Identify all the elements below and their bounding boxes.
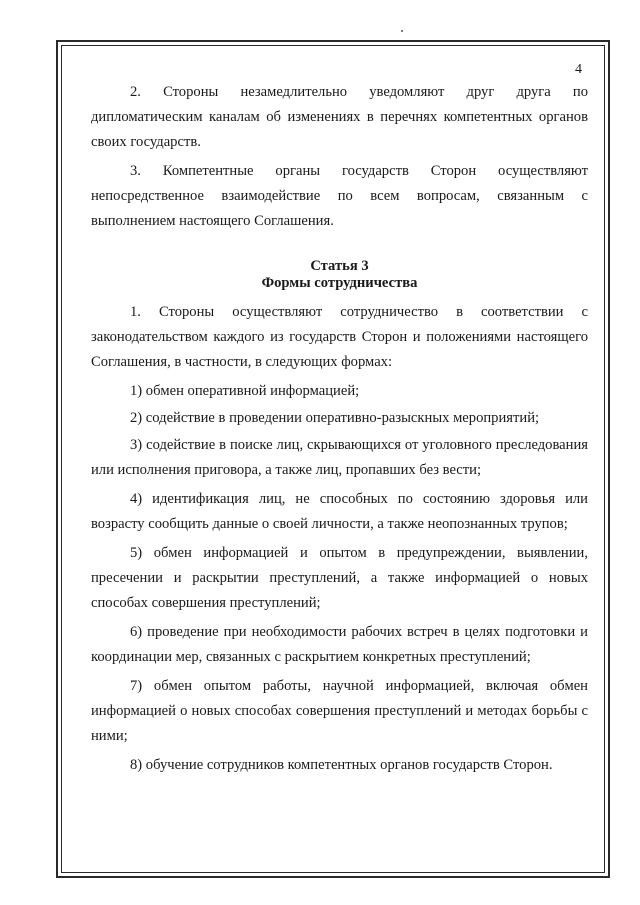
scan-speck [401, 30, 403, 32]
article-heading [91, 258, 588, 292]
list-item: 8) обучение сотрудников компетентных органов государств Сторон. [130, 757, 553, 773]
page-number: 4 [575, 62, 582, 77]
list-item: 6) проведение при необходимости рабочих встреч в целях подготовки и координации мер, связанных с раскрытием конкретных преступлений; [91, 624, 588, 665]
list-item: 3) содействие в поиске лиц, скрывающихся от уголовного преследования или исполнения приговора, а также лиц, пропавших без вести; [91, 437, 588, 478]
document-body [91, 80, 588, 782]
article-number: Статья 3 [310, 258, 369, 274]
list-item: 1) обмен оперативной информацией; [130, 383, 360, 399]
article-title: Формы сотрудничества [261, 275, 418, 291]
list-item: 2) содействие в проведении оперативно-разыскных мероприятий; [130, 410, 540, 426]
list-item: 4) идентификация лиц, не способных по состоянию здоровья или возрасту сообщить данные о своей личности, а также неопознанных трупов; [91, 491, 588, 532]
paragraph-3: 3. Компетентные органы государств Сторон осуществляют непосредственное взаимодействие по всем вопросам, связанным с выполнением настоящего Соглашения. [91, 163, 588, 229]
article-intro: 1. Стороны осуществляют сотрудничество в соответствии с законодательством каждого из государств Сторон и положениями настоящего Соглашения, в частности, в следующих формах: [91, 304, 588, 370]
list-item: 7) обмен опытом работы, научной информацией, включая обмен информацией о новых способах совершения преступлений и методах борьбы с ними; [91, 678, 588, 744]
paragraph-2: 2. Стороны незамедлительно уведомляют друг друга по дипломатическим каналам об изменениях в перечнях компетентных органов своих государств. [91, 84, 588, 150]
list-item: 5) обмен информацией и опытом в предупреждении, выявлении, пресечении и раскрытии преступлений, а также информацией о новых способах совершения преступлений; [91, 545, 588, 611]
